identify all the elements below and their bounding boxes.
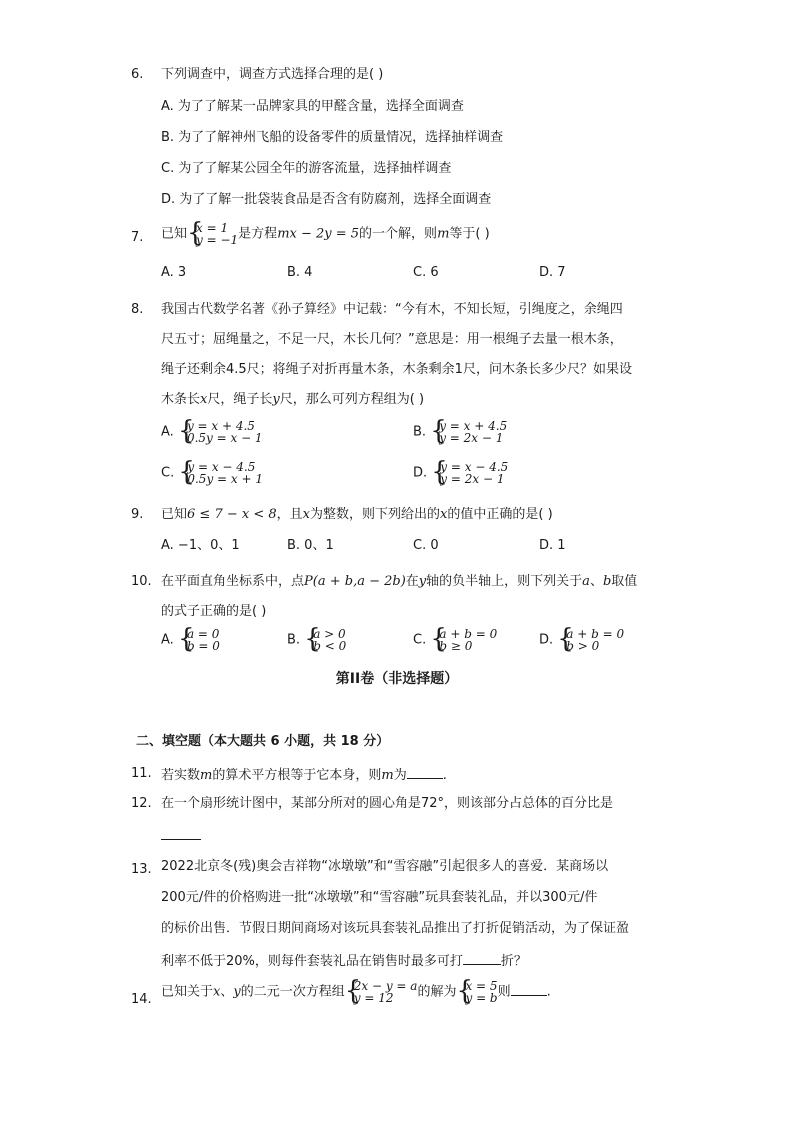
option-label: C. (413, 632, 427, 648)
stem-text: 若实数 (161, 768, 201, 783)
stem-text: 已知 (161, 507, 188, 522)
answer-blank[interactable] (407, 767, 443, 779)
stem-text: 取值 (611, 574, 638, 589)
stem-text: 尺，那么可列方程组为( ) (279, 392, 425, 407)
equation-system (344, 976, 418, 1006)
brace-icon: { (430, 624, 447, 654)
stem-line (161, 393, 424, 406)
part-title: 第II卷（非选择题） (335, 671, 459, 687)
option-label: B. (287, 632, 301, 648)
stem-text: 等于( ) (449, 226, 490, 242)
option-b: B. 4 (287, 265, 313, 280)
question-stem (161, 767, 447, 782)
option-a (161, 624, 220, 654)
question-number: 11. (131, 766, 152, 781)
stem-text: 已知关于 (161, 984, 214, 1000)
option-c: C. 0 (413, 538, 439, 553)
option-d (413, 457, 509, 487)
brace-icon: { (177, 624, 195, 654)
system-row: y = x + 4.5 (186, 419, 255, 433)
equation-system (177, 416, 263, 446)
stem-text: 的解为 (417, 984, 457, 1000)
system-row: b < 0 (313, 639, 347, 653)
stem-text: 则 (497, 984, 511, 1000)
variable: y (418, 574, 427, 589)
system-row: 0.5y = x − 1 (186, 431, 263, 445)
variable: b (602, 574, 612, 589)
brace-icon: { (304, 624, 321, 654)
option-b (287, 624, 347, 654)
brace-icon: { (456, 976, 474, 1006)
brace-icon: { (431, 457, 448, 487)
option-c (161, 457, 263, 487)
equation-system (557, 624, 625, 654)
variable: x (213, 984, 221, 1000)
system-row: x = 1 (196, 221, 229, 235)
equation: mx − 2y = 5 (277, 226, 360, 242)
stem-line: 我国古代数学名著《孙子算经》中记载：“今有木，不知长短，引绳度之，余绳四 (161, 302, 623, 317)
stem-text: 在平面直角坐标系中，点 (161, 574, 305, 589)
variable: m (381, 768, 394, 783)
option-label: B. (413, 424, 427, 440)
stem-text: 的算术平方根等于它本身，则 (212, 768, 382, 783)
option-c: C. 为了了解某公园全年的游客流量，选择抽样调查 (161, 161, 452, 176)
question-stem: 下列调查中，调查方式选择合理的是( ) (161, 67, 384, 82)
system-row: x = 5 (465, 979, 498, 993)
system-row: y = b (465, 991, 498, 1005)
section-title: 二、填空题（本大题共 6 小题，共 18 分） (136, 734, 390, 749)
stem-text: 为整数，则下列给出的 (310, 507, 441, 522)
stem-line: 的标价出售．节假日期间商场对该玩具套装礼品推出了打折促销活动，为了保证盈 (161, 921, 630, 936)
variable: m (200, 768, 213, 783)
variable: x (200, 392, 208, 407)
stem-line: 2022北京冬(残)奥会吉祥物“冰墩墩”和“雪容融”引起很多人的喜爱．某商场以 (161, 859, 609, 874)
stem-text: . (546, 984, 551, 1000)
stem-text: 折？ (500, 954, 527, 969)
system-row: a + b = 0 (439, 627, 498, 641)
option-label: D. (539, 632, 554, 648)
stem-text: 、 (589, 574, 603, 589)
stem-text: 轴的负半轴上，则下列关于 (426, 574, 583, 589)
equation-system (187, 218, 239, 248)
equation-system (430, 416, 508, 446)
variable: x (440, 507, 448, 522)
stem-text: 在 (405, 574, 419, 589)
question-number: 9. (131, 507, 144, 522)
system-row: b > 0 (566, 639, 600, 653)
brace-icon: { (344, 976, 362, 1006)
variable: x (302, 507, 310, 522)
system-row: b = 0 (186, 639, 220, 653)
question-number: 10. (131, 574, 152, 589)
system-row: a = 0 (186, 627, 220, 641)
system-row: y = x − 4.5 (440, 460, 509, 474)
question-stem (161, 218, 490, 248)
stem-text: 已知 (161, 226, 188, 242)
system-row: 0.5y = x + 1 (187, 472, 263, 486)
question-stem (161, 508, 553, 521)
stem-text: 为 (393, 768, 407, 783)
equation-system (456, 976, 498, 1006)
variable: y (233, 984, 241, 1000)
system-row: a > 0 (313, 627, 346, 641)
stem-text: 是方程 (238, 226, 278, 242)
option-label: C. (161, 465, 175, 481)
stem-text: . (442, 768, 447, 783)
stem-line: 尺五寸；屈绳量之，不足一尺，木长几何？”意思是：用一根绳子去量一根木条， (161, 332, 623, 347)
question-number: 8. (131, 302, 144, 317)
answer-blank[interactable] (511, 984, 547, 996)
stem-text: 的一个解，则 (359, 226, 438, 242)
system-row: y = 12 (353, 991, 394, 1005)
stem-line (161, 953, 527, 968)
option-c (413, 624, 498, 654)
question-number: 14. (131, 992, 152, 1007)
inequality: 6 ≤ 7 − x < 8 (187, 507, 277, 522)
stem-text: 、 (220, 984, 234, 1000)
option-d: D. 1 (539, 538, 566, 553)
option-b (413, 416, 508, 446)
system-row: y = x − 4.5 (187, 460, 256, 474)
variable: y (272, 392, 280, 407)
stem-text: 木条长 (161, 392, 201, 407)
equation-system (430, 624, 498, 654)
question-number: 6. (131, 67, 144, 82)
question-number: 13. (131, 862, 152, 877)
system-row: y = x + 4.5 (439, 419, 508, 433)
option-a: A. 3 (161, 265, 187, 280)
option-label: D. (413, 465, 428, 481)
option-label: A. (161, 632, 174, 648)
stem-line: 在一个扇形统计图中，某部分所对的圆心角是72°，则该部分占总体的百分比是 (161, 796, 614, 811)
system-row: y = −1 (196, 233, 239, 247)
brace-icon: { (177, 416, 195, 446)
stem-text: ，且 (276, 507, 303, 522)
stem-text: 的值中正确的是( ) (447, 507, 553, 522)
stem-line: 的式子正确的是( ) (161, 604, 267, 619)
answer-blank[interactable] (161, 828, 201, 840)
equation-system (178, 457, 263, 487)
variable: m (437, 226, 450, 242)
point-expression: P(a + b,a − 2b) (304, 574, 406, 589)
question-number: 12. (131, 796, 152, 811)
brace-icon: { (178, 457, 195, 487)
question-stem (161, 575, 637, 588)
brace-icon: { (430, 416, 447, 446)
answer-blank[interactable] (463, 953, 501, 965)
option-label: A. (161, 424, 174, 440)
system-row: b ≥ 0 (439, 639, 473, 653)
option-a: A. 为了了解某一品牌家具的甲醛含量，选择全面调查 (161, 99, 464, 114)
option-d: D. 7 (539, 265, 566, 280)
equation-system (431, 457, 509, 487)
brace-icon: { (557, 624, 574, 654)
variable: a (582, 574, 590, 589)
question-stem (161, 976, 551, 1006)
option-b: B. 为了了解神州飞船的设备零件的质量情况，选择抽样调查 (161, 130, 504, 145)
stem-line: 200元/件的价格购进一批“冰墩墩”和“雪容融”玩具套装礼品，并以300元/件 (161, 890, 598, 905)
system-row: y = 2x − 1 (439, 431, 504, 445)
option-b: B. 0、1 (287, 538, 334, 553)
option-a: A. −1、0、1 (161, 538, 240, 553)
option-d (539, 624, 625, 654)
stem-text: 利率不低于20%，则每件套装礼品在销售时最多可打 (161, 954, 463, 969)
system-row: y = 2x − 1 (440, 472, 505, 486)
system-row: a + b = 0 (566, 627, 625, 641)
equation-system (177, 624, 220, 654)
stem-line: 绳子还剩余4.5尺；将绳子对折再量木条，木条剩余1尺，问木条长多少尺？如果设 (161, 362, 632, 377)
option-d: D. 为了了解一批袋装食品是否含有防腐剂，选择全面调查 (161, 192, 492, 207)
brace-icon: { (187, 218, 204, 248)
option-a (161, 416, 263, 446)
equation-system (304, 624, 347, 654)
system-row: 2x − y = a (353, 979, 418, 993)
stem-text: 尺，绳子长 (207, 392, 273, 407)
stem-text: 的二元一次方程组 (240, 984, 345, 1000)
question-number: 7. (131, 230, 144, 245)
option-c: C. 6 (413, 265, 439, 280)
